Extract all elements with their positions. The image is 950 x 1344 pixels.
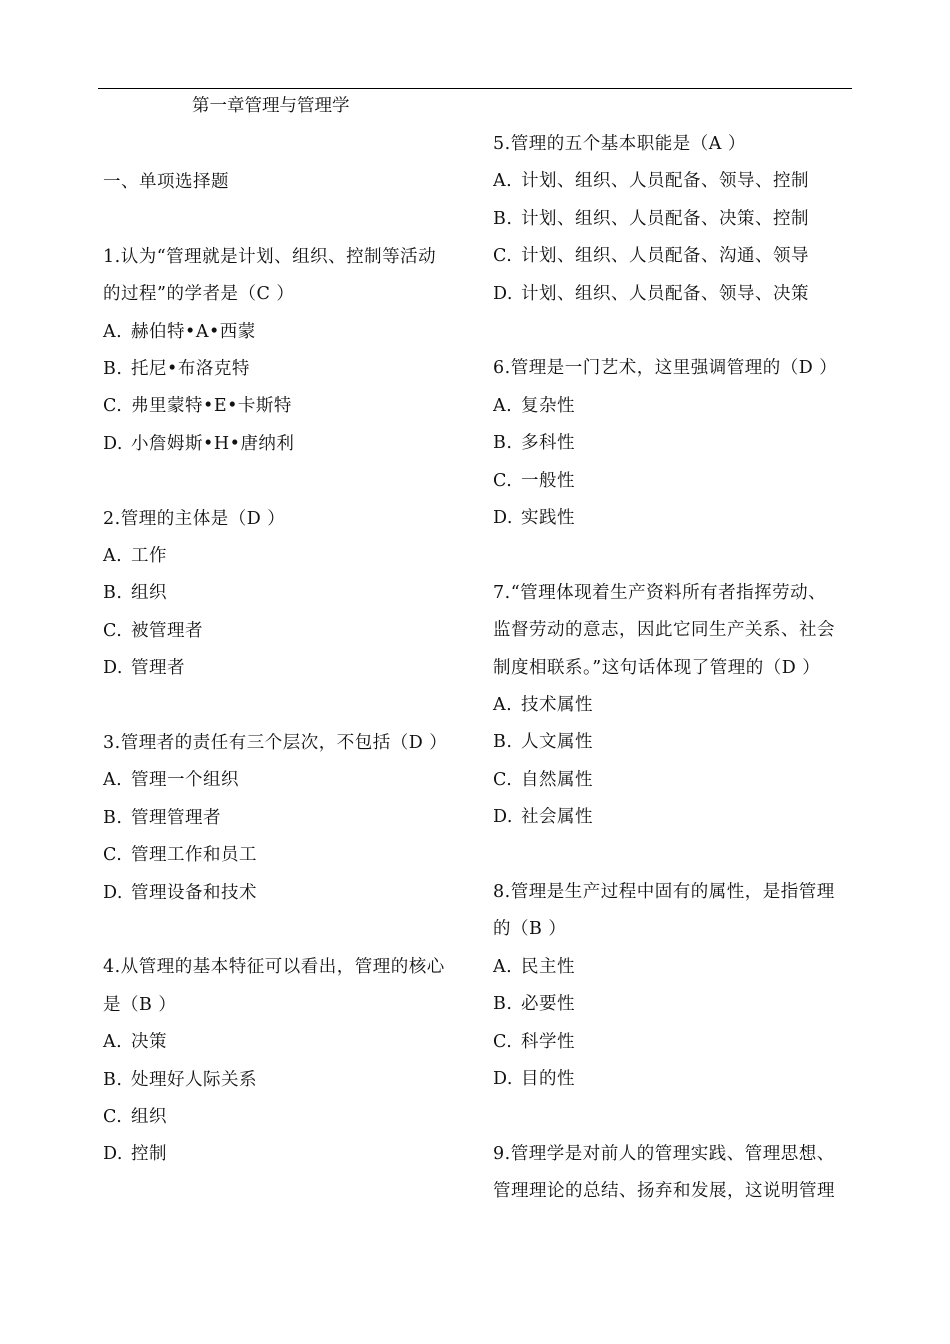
option-text: 弗里蒙特•E•卡斯特 xyxy=(131,396,292,417)
option-text: 计划、组织、人员配备、沟通、领导 xyxy=(521,246,809,267)
answer-option xyxy=(103,581,167,605)
option-key: A. xyxy=(103,321,123,342)
answer-option xyxy=(103,843,257,867)
option-key: D. xyxy=(103,1144,123,1165)
question-stem: 监督劳动的意志，因此它同生产关系、社会 xyxy=(493,620,835,641)
option-text: 管理设备和技术 xyxy=(131,882,257,903)
option-text: 实践性 xyxy=(521,508,575,528)
option-key: A. xyxy=(493,171,513,192)
option-key: D. xyxy=(493,508,513,528)
option-text: 被管理者 xyxy=(131,620,203,641)
answer-option xyxy=(103,881,257,905)
question-stem: 的过程”的学者是（C ） xyxy=(103,284,295,305)
question-stem: 5.管理的五个基本职能是（A ） xyxy=(493,134,746,154)
option-text: 管理者 xyxy=(131,658,185,679)
option-text: 技术属性 xyxy=(521,695,593,715)
option-key: D. xyxy=(103,433,123,454)
option-key: C. xyxy=(493,769,513,790)
option-key: B. xyxy=(493,208,513,229)
option-text: 管理工作和员工 xyxy=(131,845,257,866)
answer-option xyxy=(493,469,575,493)
answer-option xyxy=(493,431,575,455)
header-rule xyxy=(98,88,852,89)
option-key: B. xyxy=(103,807,123,828)
answer-option xyxy=(493,768,593,792)
question-stem: 6.管理是一门艺术，这里强调管理的（D ） xyxy=(493,358,838,379)
option-text: 自然属性 xyxy=(521,769,593,790)
question-stem: 9.管理学是对前人的管理实践、管理思想、 xyxy=(493,1143,835,1164)
option-key: C. xyxy=(103,845,123,866)
option-text: 工作 xyxy=(131,546,167,566)
question-stem: 2.管理的主体是（D ） xyxy=(103,508,286,529)
answer-option xyxy=(103,357,250,381)
answer-option xyxy=(103,1105,167,1129)
option-key: C. xyxy=(103,620,123,641)
answer-option xyxy=(103,544,167,568)
option-text: 小詹姆斯•H•唐纳利 xyxy=(131,433,295,454)
option-key: A. xyxy=(103,546,123,566)
answer-option xyxy=(103,1068,257,1092)
option-text: 复杂性 xyxy=(521,395,575,416)
answer-option xyxy=(493,805,593,829)
option-key: D. xyxy=(493,1069,513,1089)
answer-option xyxy=(493,169,809,193)
answer-option xyxy=(103,1030,167,1054)
option-key: D. xyxy=(493,283,513,304)
answer-option xyxy=(493,244,809,268)
option-text: 民主性 xyxy=(521,956,575,977)
option-text: 科学性 xyxy=(521,1031,575,1052)
answer-option xyxy=(103,1142,167,1166)
answer-option xyxy=(493,693,593,717)
option-text: 组织 xyxy=(131,1107,167,1127)
option-key: C. xyxy=(493,1031,513,1052)
question-stem: 1.认为“管理就是计划、组织、控制等活动 xyxy=(103,246,437,267)
chapter-title: 第一章管理与管理学 xyxy=(192,96,350,116)
option-text: 社会属性 xyxy=(521,807,593,828)
answer-option xyxy=(493,1030,575,1054)
answer-option xyxy=(103,320,256,344)
option-key: B. xyxy=(103,359,123,379)
option-text: 目的性 xyxy=(521,1069,575,1089)
answer-option xyxy=(493,992,575,1016)
option-key: C. xyxy=(493,470,513,491)
answer-option xyxy=(493,506,575,530)
answer-option xyxy=(493,955,575,979)
answer-option xyxy=(103,806,221,830)
question-stem: 制度相联系。”这句话体现了管理的（D ） xyxy=(493,657,821,678)
question-stem: 是（B ） xyxy=(103,994,177,1015)
option-text: 计划、组织、人员配备、领导、决策 xyxy=(521,283,809,304)
answer-option xyxy=(103,656,185,680)
question-stem: 的（B ） xyxy=(493,919,567,940)
option-key: D. xyxy=(103,882,123,903)
option-text: 决策 xyxy=(131,1032,167,1053)
question-stem: 7.“管理体现着生产资料所有者指挥劳动、 xyxy=(493,582,827,603)
answer-option xyxy=(103,394,292,418)
option-text: 计划、组织、人员配备、决策、控制 xyxy=(521,208,809,229)
option-text: 赫伯特•A•西蒙 xyxy=(131,321,256,342)
option-key: B. xyxy=(103,583,123,604)
answer-option xyxy=(493,730,593,754)
option-key: A. xyxy=(493,956,513,977)
question-stem: 4.从管理的基本特征可以看出，管理的核心 xyxy=(103,957,445,978)
option-key: A. xyxy=(103,770,123,791)
option-text: 控制 xyxy=(131,1144,167,1165)
option-key: B. xyxy=(493,732,513,753)
option-text: 人文属性 xyxy=(521,732,593,753)
answer-option xyxy=(103,432,294,456)
option-key: C. xyxy=(103,1107,123,1127)
option-text: 必要性 xyxy=(521,994,575,1015)
section-heading: 一、单项选择题 xyxy=(103,172,229,192)
answer-option xyxy=(493,394,575,418)
option-text: 组织 xyxy=(131,583,167,604)
answer-option xyxy=(493,282,809,306)
option-key: C. xyxy=(103,396,123,417)
option-text: 一般性 xyxy=(521,470,575,491)
option-text: 管理管理者 xyxy=(131,807,221,828)
option-key: A. xyxy=(493,695,513,715)
answer-option xyxy=(493,1067,575,1091)
option-key: D. xyxy=(493,807,513,828)
option-text: 多科性 xyxy=(521,433,575,454)
option-text: 管理一个组织 xyxy=(131,770,239,791)
option-key: A. xyxy=(493,395,513,416)
question-stem: 3.管理者的责任有三个层次，不包括（D ） xyxy=(103,733,448,753)
option-key: A. xyxy=(103,1032,123,1053)
option-text: 计划、组织、人员配备、领导、控制 xyxy=(521,171,809,192)
answer-option xyxy=(493,207,809,231)
option-key: B. xyxy=(493,994,513,1015)
option-key: D. xyxy=(103,658,123,679)
option-text: 托尼•布洛克特 xyxy=(131,359,250,379)
answer-option xyxy=(103,619,203,643)
option-key: C. xyxy=(493,246,513,267)
option-text: 处理好人际关系 xyxy=(131,1069,257,1090)
option-key: B. xyxy=(493,433,513,454)
answer-option xyxy=(103,768,239,792)
question-stem: 8.管理是生产过程中固有的属性，是指管理 xyxy=(493,882,835,902)
question-stem: 管理理论的总结、扬弃和发展，这说明管理 xyxy=(493,1181,835,1202)
option-key: B. xyxy=(103,1069,123,1090)
